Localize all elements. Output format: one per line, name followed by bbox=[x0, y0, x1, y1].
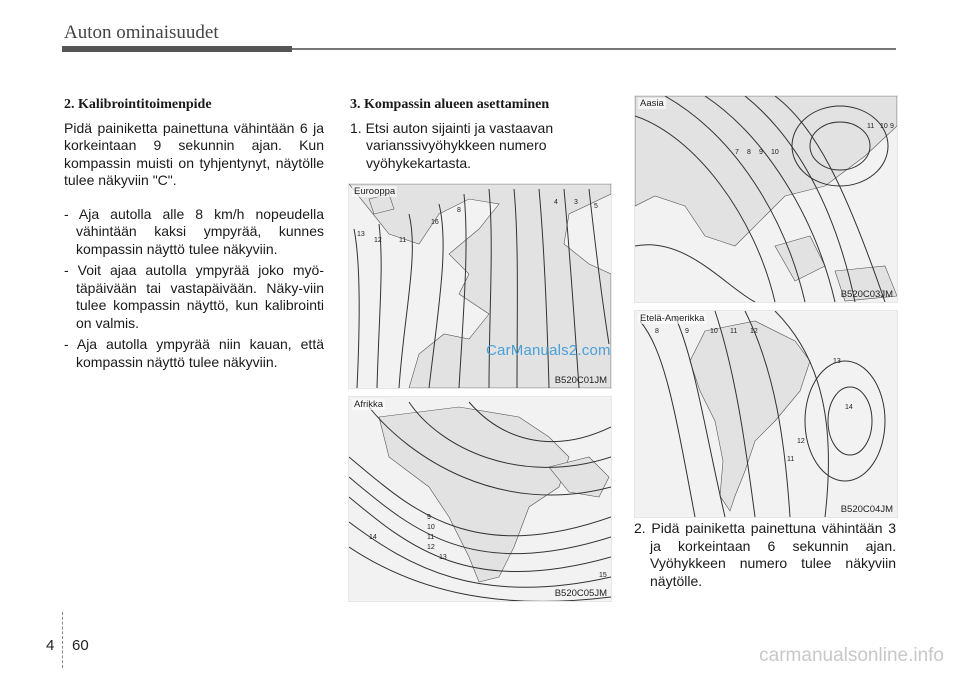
map-code: B520C03JM bbox=[840, 289, 893, 300]
map-label: Etelä-Amerikka bbox=[640, 313, 705, 324]
chapter-number: 4 bbox=[46, 637, 55, 654]
svg-text:13: 13 bbox=[439, 554, 447, 561]
header-title: Auton ominaisuudet bbox=[64, 22, 219, 43]
calibration-bullet-3: - Aja autolla ympyrää niin kauan, että kompassin näyttö tulee näkyviin. bbox=[64, 336, 324, 370]
svg-text:7: 7 bbox=[735, 149, 739, 156]
svg-text:13: 13 bbox=[357, 231, 365, 238]
svg-text:12: 12 bbox=[750, 328, 758, 335]
svg-text:8: 8 bbox=[747, 149, 751, 156]
map-label: Afrikka bbox=[354, 399, 384, 410]
svg-text:12: 12 bbox=[374, 237, 382, 244]
svg-text:10: 10 bbox=[427, 524, 435, 531]
svg-text:9: 9 bbox=[890, 123, 894, 130]
svg-text:12: 12 bbox=[797, 438, 805, 445]
svg-text:11: 11 bbox=[787, 456, 795, 463]
svg-text:10: 10 bbox=[771, 149, 779, 156]
left-column bbox=[64, 96, 324, 375]
svg-text:4: 4 bbox=[554, 199, 558, 206]
svg-text:9: 9 bbox=[759, 149, 763, 156]
svg-text:14: 14 bbox=[845, 404, 853, 411]
footer-divider bbox=[62, 612, 63, 668]
svg-text:10: 10 bbox=[880, 123, 888, 130]
calibration-bullet-2: - Voit ajaa autolla ympyrää joko myö-täpäivään tai vastapäivään. Näky-viin tulee kompassin näyttö, kun kalibrointi on valmis. bbox=[64, 262, 324, 331]
svg-text:12: 12 bbox=[427, 544, 435, 551]
map-code: B520C04JM bbox=[840, 504, 893, 515]
svg-text:3: 3 bbox=[574, 199, 578, 206]
svg-text:11: 11 bbox=[867, 123, 875, 130]
svg-text:11: 11 bbox=[427, 534, 435, 541]
calibration-heading: 2. Kalibrointitoimenpide bbox=[64, 97, 212, 112]
zone-step-2: 2. Pidä painiketta painettuna vähintään 3 ja korkeintaan 6 sekunnin ajan. Vyöhykkeen numero tulee näkyviin näytölle. bbox=[634, 520, 896, 589]
zone-setting-heading: 3. Kompassin alueen asettaminen bbox=[350, 97, 550, 112]
calibration-intro: Pidä painiketta painettuna vähintään 6 ja korkeintaan 9 sekunnin ajan. Kun kompassin muisti on tyhjentynyt, näytölle tulee näkyviin "C". bbox=[64, 119, 324, 188]
header-bar-dark bbox=[62, 46, 292, 52]
svg-text:14: 14 bbox=[369, 534, 377, 541]
south-america-zone-map bbox=[634, 310, 898, 518]
asia-zone-map bbox=[634, 95, 898, 303]
zone-step-1: 1. Etsi auton sijainti ja vastaavan varianssivyöhykkeen numero vyöhykekartasta. bbox=[350, 119, 554, 171]
map-code: B520C01JM bbox=[554, 375, 607, 386]
svg-text:9: 9 bbox=[427, 514, 431, 521]
svg-text:5: 5 bbox=[594, 203, 598, 210]
map-label: Eurooppa bbox=[354, 186, 396, 197]
svg-text:16: 16 bbox=[431, 219, 439, 226]
svg-text:10: 10 bbox=[710, 328, 718, 335]
svg-text:8: 8 bbox=[655, 328, 659, 335]
svg-text:15: 15 bbox=[599, 572, 607, 579]
svg-text:8: 8 bbox=[457, 207, 461, 214]
map-code: B520C05JM bbox=[554, 588, 607, 599]
page-number: 60 bbox=[72, 637, 89, 654]
calibration-bullet-1: - Aja autolla alle 8 km/h nopeudella vähintään kaksi ympyrää, kunnes kompassin näyttö tulee näkyviin. bbox=[64, 205, 324, 257]
svg-text:13: 13 bbox=[833, 358, 841, 365]
watermark: CarManuals2.com bbox=[486, 342, 611, 359]
map-label: Aasia bbox=[640, 98, 664, 109]
header-rule bbox=[292, 48, 896, 50]
svg-text:9: 9 bbox=[685, 328, 689, 335]
svg-text:11: 11 bbox=[399, 237, 407, 244]
svg-text:11: 11 bbox=[730, 328, 738, 335]
site-watermark: carmanualsonline.info bbox=[759, 645, 944, 666]
middle-column bbox=[350, 96, 612, 172]
africa-zone-map bbox=[348, 396, 612, 602]
right-column bbox=[634, 520, 896, 590]
